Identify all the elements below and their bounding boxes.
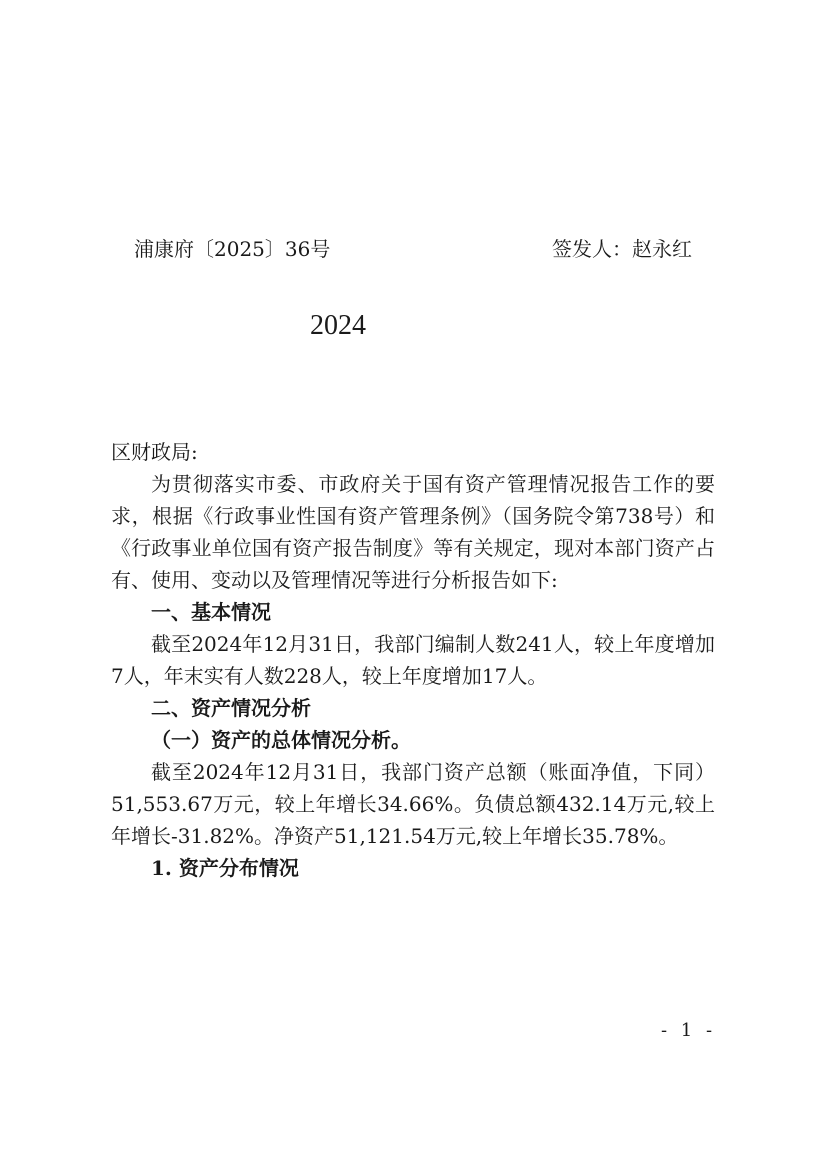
section-heading-basic-info: 一、基本情况 [151,600,271,624]
signer: 签发人：赵永红 [552,237,692,261]
basic-info-paragraph: 截至2024年12月31日，我部门编制人数241人，较上年度增加7人，年末实有人数228人，较上年度增加17人。 [111,632,715,688]
page-number: - 1 - [661,1020,717,1041]
intro-paragraph: 为贯彻落实市委、市政府关于国有资产管理情况报告工作的要求，根据《行政事业性国有资产管理条例》（国务院令第738号）和《行政事业单位国有资产报告制度》等有关规定，现对本部门资产占有、使用、变动以及管理情况等进行分析报告如下: [111,472,715,592]
asset-overall-paragraph: 截至2024年12月31日，我部门资产总额（账面净值，下同）51,553.67万元，较上年增长34.66%。负债总额432.14万元,较上年增长-31.82%。净资产51,121.54万元,较上年增长35.78%。 [111,760,715,848]
item-heading-asset-distribution: 1. 资产分布情况 [151,856,299,880]
section-heading-asset-analysis: 二、资产情况分析 [151,696,311,720]
salutation: 区财政局: [111,440,198,464]
document-body [111,436,715,884]
subsection-heading-asset-overall: （一）资产的总体情况分析。 [151,728,411,752]
document-title: 2024 [310,310,366,341]
document-number: 浦康府〔2025〕36号 [134,237,331,261]
